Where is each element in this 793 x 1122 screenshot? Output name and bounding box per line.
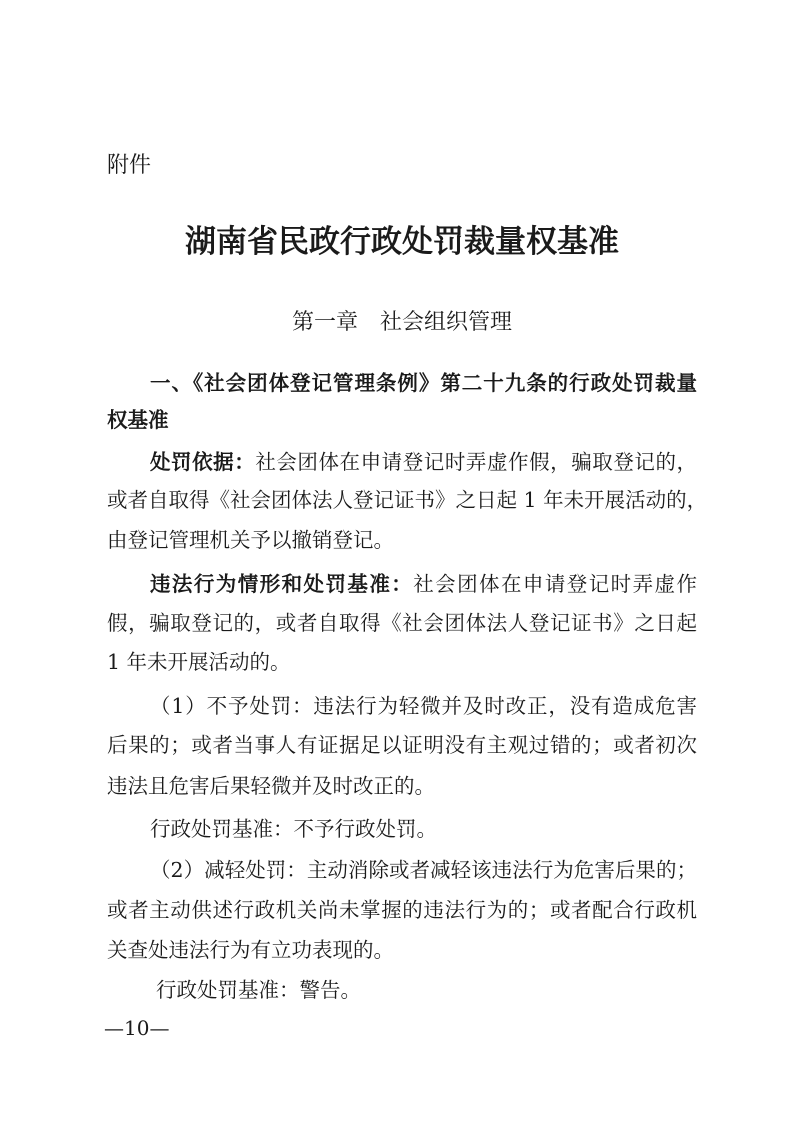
page-title: 湖南省民政行政处罚裁量权基准	[185, 224, 619, 260]
item2-line: 关查处违法行为有立功表现的。	[107, 938, 394, 962]
violation-paragraph-line: 1 年未开展活动的。	[107, 650, 291, 674]
violation-label: 违法行为情形和处罚基准：	[150, 572, 414, 596]
chapter-heading: 第一章 社会组织管理	[291, 310, 512, 335]
item1-line: 后果的；或者当事人有证据足以证明没有主观过错的；或者初次	[107, 733, 697, 757]
basis-paragraph-line: 由登记管理机关予以撤销登记。	[107, 528, 394, 552]
section-heading-line: 权基准	[107, 408, 169, 432]
violation-paragraph-line: 假，骗取登记的，或者自取得《社会团体法人登记证书》之日起	[107, 611, 697, 635]
basis-paragraph-line: 或者自取得《社会团体法人登记证书》之日起 1 年未开展活动的，	[107, 488, 708, 512]
violation-text: 社会团体在申请登记时弄虚作	[413, 572, 697, 596]
item2-line: （2）减轻处罚：主动消除或者减轻该违法行为危害后果的；	[150, 858, 697, 882]
violation-paragraph-line	[150, 568, 697, 600]
page-number: —10—	[104, 1016, 170, 1040]
item1-line: 违法且危害后果轻微并及时改正的。	[107, 774, 435, 798]
item2-standard: 行政处罚基准：警告。	[156, 978, 361, 1002]
section-heading-line: 一、《社会团体登记管理条例》第二十九条的行政处罚裁量	[150, 371, 697, 395]
basis-text: 社会团体在申请登记时弄虚作假，骗取登记的，	[255, 450, 698, 474]
item2-line: 或者主动供述行政机关尚未掌握的违法行为的；或者配合行政机	[107, 898, 697, 922]
basis-paragraph-line	[150, 446, 697, 478]
annex-label: 附件	[107, 153, 152, 178]
item1-line: （1）不予处罚：违法行为轻微并及时改正，没有造成危害	[150, 694, 697, 718]
basis-label: 处罚依据：	[150, 450, 256, 474]
item1-standard: 行政处罚基准：不予行政处罚。	[150, 817, 437, 841]
